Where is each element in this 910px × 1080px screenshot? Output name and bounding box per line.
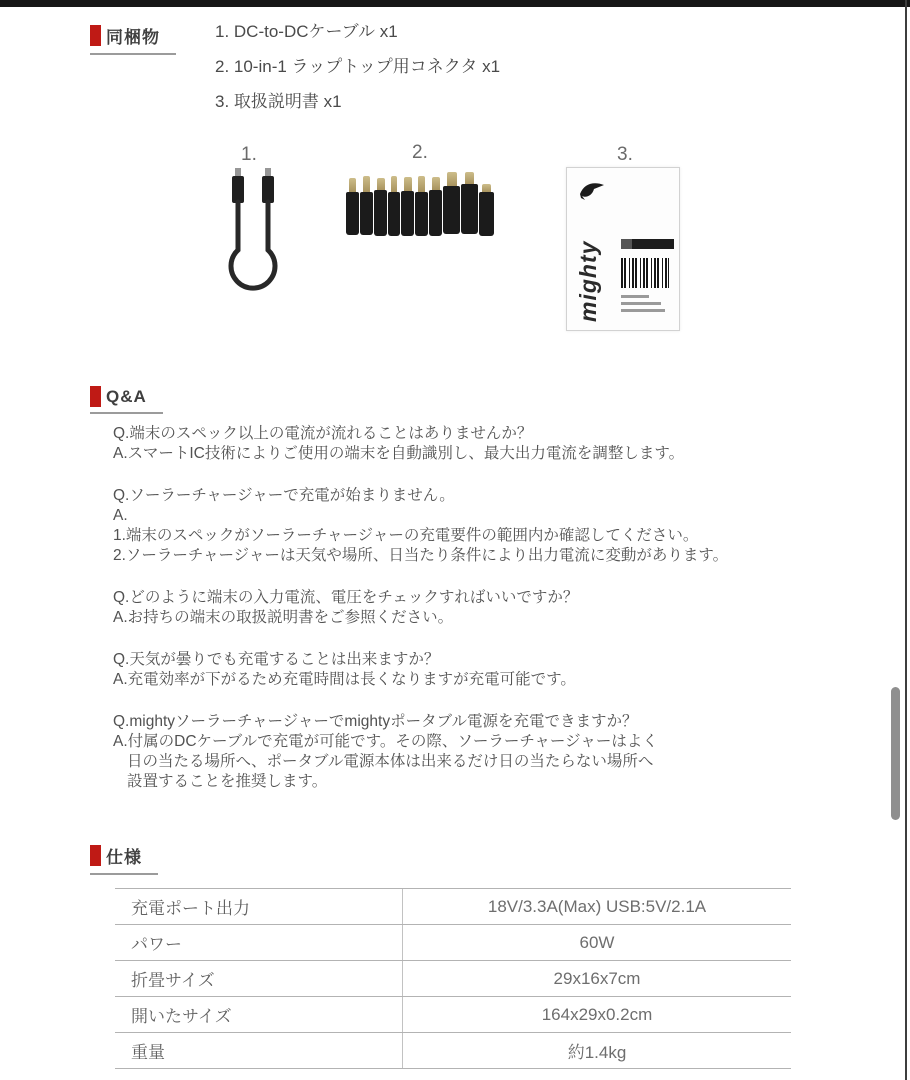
connector-plug <box>429 177 442 236</box>
table-row <box>115 996 791 1032</box>
manual-title-bar <box>621 239 674 249</box>
connector-plug <box>415 176 428 236</box>
scrollbar-thumb[interactable] <box>891 687 900 820</box>
spec-label: 開いたサイズ <box>115 997 403 1032</box>
connector-plug <box>461 172 478 234</box>
spec-label: パワー <box>115 925 403 960</box>
barcode <box>621 258 669 288</box>
section-title: 仕様 <box>106 848 142 867</box>
qa-answer: A. <box>113 507 128 524</box>
manual-fine-print <box>621 302 661 305</box>
red-bullet-icon <box>90 386 101 407</box>
included-items-list <box>215 20 500 125</box>
qa-entry <box>113 424 853 464</box>
connector-plug <box>374 178 387 236</box>
section-header-included <box>90 23 176 55</box>
list-item: 2. 10-in-1 ラップトップ用コネクタ x1 <box>215 57 501 76</box>
right-edge-line <box>905 0 907 1080</box>
qa-answer: A.付属のDCケーブルで充電が可能です。その際、ソーラーチャージャーはよく <box>113 733 658 750</box>
qa-answer: A.お持ちの端末の取扱説明書をご参照ください。 <box>113 609 454 626</box>
manual-fine-print <box>621 295 649 298</box>
connector-plug <box>388 176 400 236</box>
qa-question: Q.ソーラーチャージャーで充電が始まりません。 <box>113 487 455 504</box>
qa-answer: 日の当たる場所へ、ポータブル電源本体は出来るだけ日の当たらない場所へ <box>127 753 654 770</box>
top-border-bar <box>0 0 910 7</box>
connector-plug <box>360 176 373 235</box>
spec-table <box>115 888 791 1069</box>
red-bullet-icon <box>90 25 101 46</box>
table-row <box>115 924 791 960</box>
red-bullet-icon <box>90 845 101 866</box>
table-row <box>115 960 791 996</box>
qa-entry <box>113 588 853 628</box>
list-item: 3. 取扱説明書 x1 <box>215 92 342 111</box>
laptop-connectors-image <box>346 172 494 236</box>
connector-plug <box>401 177 414 236</box>
spec-value: 60W <box>579 932 615 952</box>
qa-question: Q.mightyソーラーチャージャーでmightyポータブル電源を充電できますか？ <box>113 713 638 730</box>
qa-answer: A.充電効率が下がるため充電時間は長くなりますが充電可能です。 <box>113 671 576 688</box>
spec-value: 18V/3.3A(Max) USB:5V/2.1A <box>487 896 707 916</box>
table-row <box>115 888 791 924</box>
brand-bird-icon <box>579 181 605 201</box>
qa-answer: 1.端末のスペックがソーラーチャージャーの充電要件の範囲内か確認してください。 <box>113 527 699 544</box>
connector-plug <box>346 178 359 235</box>
connector-plug <box>443 172 460 234</box>
qa-question: Q.端末のスペック以上の電流が流れることはありませんか？ <box>113 425 533 442</box>
dc-cable-image <box>224 168 282 296</box>
figure-label-2: 2. <box>412 142 428 163</box>
spec-value: 29x16x7cm <box>553 968 641 988</box>
qa-answer: 2.ソーラーチャージャーは天気や場所、日当たり条件により出力電流に変動があります。 <box>113 547 729 564</box>
qa-answer: 設置することを推奨します。 <box>127 773 328 790</box>
section-header-qa <box>90 386 163 414</box>
table-row <box>115 1032 791 1068</box>
qa-entry <box>113 712 853 792</box>
qa-answer: A.スマートIC技術によりご使用の端末を自動識別し、最大出力電流を調整します。 <box>113 445 685 462</box>
section-title: 同梱物 <box>106 28 160 47</box>
qa-entries <box>113 424 853 814</box>
spec-value: 164x29x0.2cm <box>541 1004 653 1024</box>
section-title: Q&A <box>106 386 147 406</box>
qa-entry <box>113 486 853 566</box>
section-header-specs <box>90 843 158 875</box>
spec-value: 約1.4kg <box>567 1043 627 1062</box>
qa-question: Q.天気が曇りでも充電することは出来ますか？ <box>113 651 440 668</box>
figure-label-3: 3. <box>617 144 633 165</box>
manual-fine-print <box>621 309 665 312</box>
spec-label: 充電ポート出力 <box>115 889 403 924</box>
qa-entry <box>113 650 853 690</box>
figure-label-1: 1. <box>241 144 257 165</box>
connector-plug <box>479 184 494 236</box>
qa-question: Q.どのように端末の入力電流、電圧をチェックすればいいですか？ <box>113 589 579 606</box>
list-item: 1. DC-to-DCケーブル x1 <box>215 22 398 41</box>
manual-image <box>566 167 680 331</box>
spec-label: 重量 <box>115 1033 403 1068</box>
brand-logo-text: mighty <box>575 240 601 322</box>
spec-label: 折畳サイズ <box>115 961 403 996</box>
